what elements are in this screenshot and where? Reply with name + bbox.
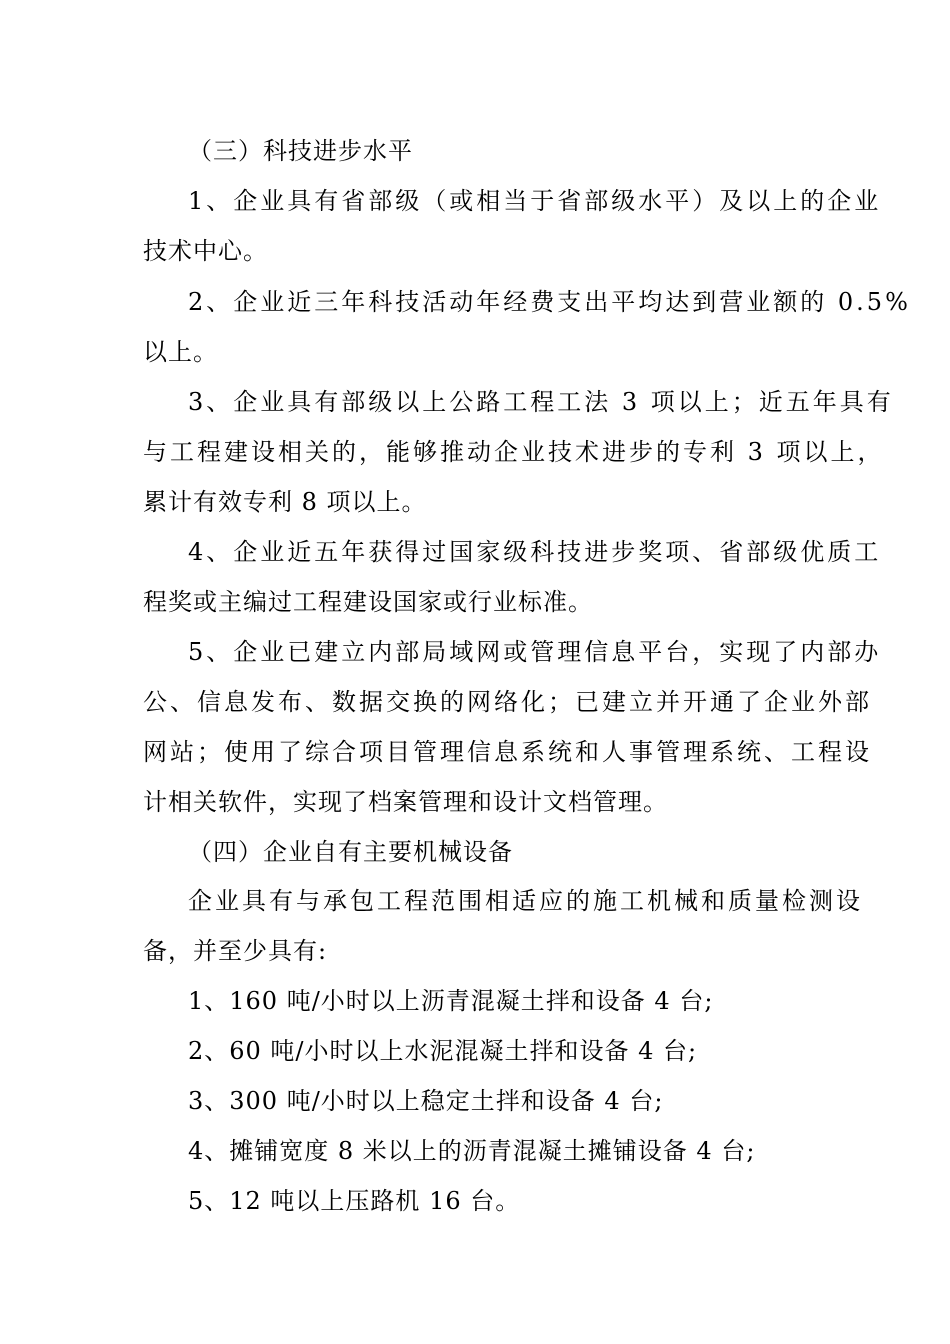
list-item: 4、摊铺宽度 8 米以上的沥青混凝土摊铺设备 4 台;	[188, 1137, 756, 1165]
paragraph-line: 以上。	[143, 338, 218, 366]
section-heading-tech-progress: （三）科技进步水平	[188, 137, 413, 165]
paragraph-line: 与工程建设相关的，能够推动企业技术进步的专利 3 项以上，	[143, 438, 885, 466]
paragraph-line: 企业具有与承包工程范围相适应的施工机械和质量检测设	[188, 887, 863, 915]
list-item: 3、300 吨/小时以上稳定土拌和设备 4 台;	[188, 1087, 664, 1115]
paragraph-line: 4、企业近五年获得过国家级科技进步奖项、省部级优质工	[188, 538, 882, 566]
section-heading-equipment: （四）企业自有主要机械设备	[188, 838, 513, 866]
paragraph-line: 累计有效专利 8 项以上。	[143, 488, 427, 516]
paragraph-line: 2、企业近三年科技活动年经费支出平均达到营业额的 0.5%	[188, 288, 911, 316]
paragraph-line: 技术中心。	[143, 237, 268, 265]
paragraph-line: 3、企业具有部级以上公路工程工法 3 项以上；近五年具有	[188, 388, 894, 416]
paragraph-line: 程奖或主编过工程建设国家或行业标准。	[143, 588, 593, 616]
paragraph-line: 计相关软件，实现了档案管理和设计文档管理。	[143, 788, 668, 816]
list-item: 1、160 吨/小时以上沥青混凝土拌和设备 4 台;	[188, 987, 714, 1015]
paragraph-line: 5、企业已建立内部局域网或管理信息平台，实现了内部办	[188, 638, 882, 666]
paragraph-line: 1、企业具有省部级（或相当于省部级水平）及以上的企业	[188, 187, 882, 215]
paragraph-line: 网站；使用了综合项目管理信息系统和人事管理系统、工程设	[143, 738, 872, 766]
paragraph-line: 公、信息发布、数据交换的网络化；已建立并开通了企业外部	[143, 688, 872, 716]
list-item: 5、12 吨以上压路机 16 台。	[188, 1187, 521, 1215]
paragraph-line: 备，并至少具有:	[143, 937, 328, 965]
list-item: 2、60 吨/小时以上水泥混凝土拌和设备 4 台;	[188, 1037, 698, 1065]
